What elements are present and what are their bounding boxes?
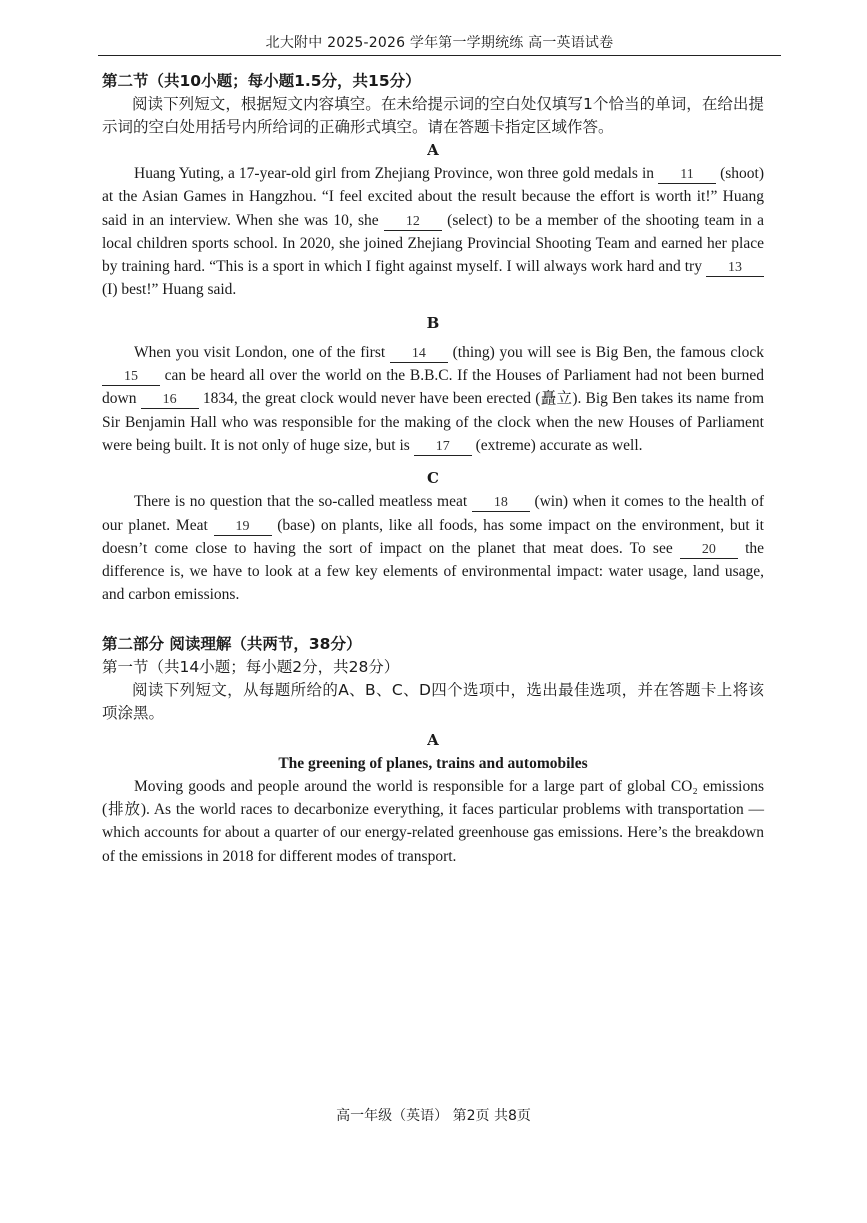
page-footer: 高一年级（英语） 第2页 共8页: [336, 1108, 531, 1124]
text-segment: When you visit London, one of the first: [134, 343, 390, 361]
answer-blank-11: 11: [658, 167, 716, 184]
text-segment: (shoot) at the Asian Games in Hangzhou. “I feel excited about the result because the effort is worth it!” Huang said in an interview. When she was 10, she: [102, 165, 764, 229]
answer-blank-14: 14: [390, 346, 448, 363]
answer-blank-18: 18: [472, 495, 530, 512]
reading-a-label: A: [427, 730, 439, 749]
answer-blank-13: 13: [706, 260, 764, 277]
text-segment: (thing) you will see is Big Ben, the famous clock: [447, 343, 764, 361]
section-heading: 第二节（共10小题；每小题1.5分，共15分）: [102, 72, 421, 90]
part-instruction: 阅读下列短文，从每题所给的A、B、C、D四个选项中，选出最佳选项，并在答题卡上将该项涂黑。: [102, 680, 764, 722]
text-segment: There is no question that the so-called meatless meat: [134, 493, 472, 511]
answer-blank-19: 19: [214, 519, 272, 536]
answer-blank-12: 12: [384, 214, 442, 231]
passage-c-label: C: [427, 469, 439, 488]
answer-blank-16: 16: [141, 392, 199, 409]
answer-blank-15: 15: [102, 369, 160, 386]
page-header: 北大附中 2025-2026 学年第一学期统练 高一英语试卷: [98, 32, 781, 56]
text-segment: Huang Yuting, a 17-year-old girl from Zhejiang Province, won three gold medals in: [134, 165, 659, 182]
passage-b-label: B: [426, 313, 440, 332]
text-segment: the difference is, we have to look at a few key elements of environmental impact: water usage, land usage, and carbon emissions.: [102, 539, 765, 604]
part-heading: 第二部分 阅读理解（共两节，38分）: [102, 634, 362, 653]
passage-c-text: [102, 490, 764, 606]
text-segment: (base) on plants, like all foods, has some impact on the environment, but it doesn’t come close to having the sort of impact on the planet that meat does. To see: [102, 516, 764, 557]
passage-a-text: [102, 162, 764, 302]
reading-paragraph: Moving goods and people around the world is responsible for a large part of global CO₂ emissions (排放). As the world races to decarbonize everything, it faces particular problems with transportation — which accounts for about a quarter of our energy-related greenhouse gas emissions. Here’s the breakdown of the emissions in 2018 for different modes of transport.: [102, 777, 764, 865]
part-sub-heading: 第一节（共14小题；每小题2分，共28分）: [102, 657, 400, 676]
text-segment: can be heard all over the world on the B.B.C. If the Houses of Parliament had not been burned down: [102, 367, 764, 408]
reading-title: The greening of planes, trains and automobiles: [278, 754, 588, 772]
text-segment: (I) best!” Huang said.: [102, 281, 237, 299]
answer-blank-17: 17: [414, 439, 472, 456]
text-segment: (win) when it comes to the health of our planet. Meat: [102, 493, 764, 534]
answer-blank-20: 20: [680, 542, 738, 559]
text-segment: (select) to be a member of the shooting team in a local children sports school. In 2020, she joined Zhejiang Provincial Shooting Team and earned her place by training hard. “This is a sport in which I fight against myself. I will always work hard and try: [102, 211, 764, 276]
section-instruction: 阅读下列短文，根据短文内容填空。在未给提示词的空白处仅填写1个恰当的单词，在给出提示词的空白处用括号内所给词的正确形式填空。请在答题卡指定区域作答。: [102, 95, 764, 136]
passage-b-text: [102, 341, 764, 457]
text-segment: 1834, the great clock would never have been erected (矗立). Big Ben takes its name from Sir Benjamin Hall who was responsible for the making of the clock when the new Houses of Parliament were being built. It is not only of huge size, but is: [102, 390, 765, 454]
text-segment: (extreme) accurate as well.: [471, 436, 643, 454]
passage-a-label: A: [427, 141, 439, 159]
page-content: [102, 70, 764, 868]
